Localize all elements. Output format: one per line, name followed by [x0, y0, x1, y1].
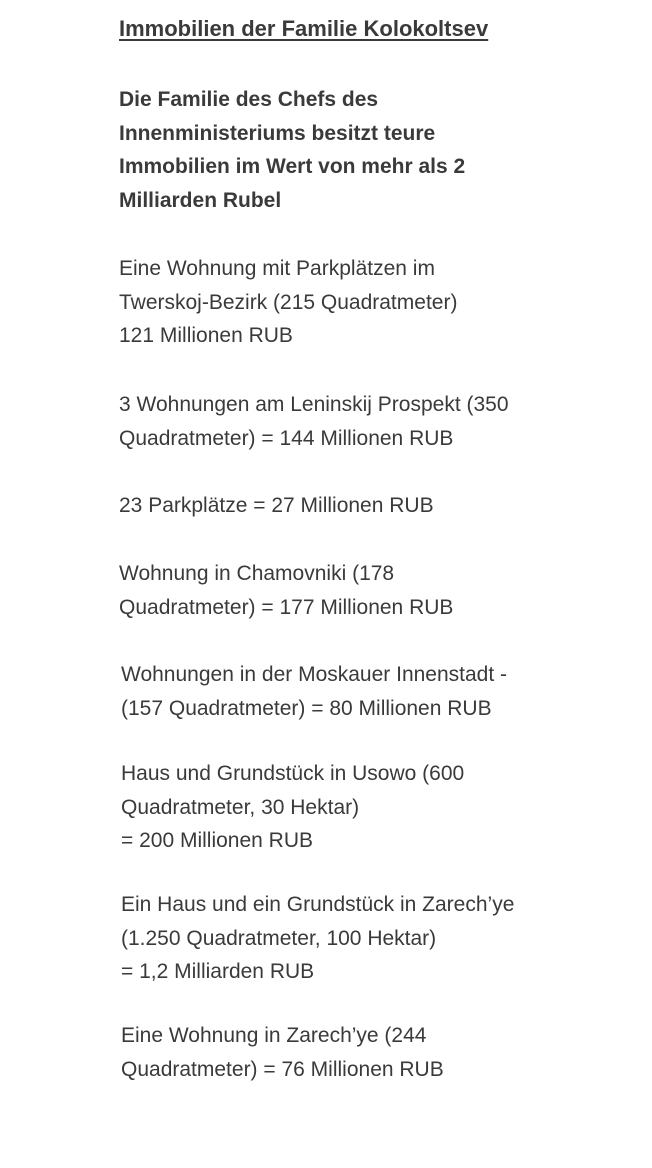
- property-entry: [121, 888, 514, 989]
- entry-line: Haus und Grundstück in Usowo (600: [121, 762, 465, 785]
- entry-line: Quadratmeter) = 177 Millionen RUB: [119, 595, 454, 619]
- headline-line: Immobilien im Wert von mehr als 2: [119, 155, 466, 178]
- property-entry: [119, 489, 434, 523]
- headline-line: Milliarden Rubel: [119, 188, 282, 212]
- headline: [119, 83, 589, 217]
- entry-line: Wohnungen in der Moskauer Innenstadt -: [121, 663, 508, 686]
- entry-line: Quadratmeter) = 144 Millionen RUB: [119, 426, 454, 450]
- property-entry: [119, 388, 509, 455]
- entry-line: Quadratmeter) = 76 Millionen RUB: [121, 1057, 444, 1081]
- entry-line: = 1,2 Milliarden RUB: [121, 960, 315, 983]
- property-entry: [119, 252, 457, 353]
- entry-line: Eine Wohnung mit Parkplätzen im: [119, 257, 435, 280]
- entry-line: Ein Haus und ein Grundstück in Zarech’ye: [121, 893, 515, 916]
- entry-line: Twerskoj-Bezirk (215 Quadratmeter): [119, 290, 458, 314]
- entry-line: Eine Wohnung in Zarech’ye (244: [121, 1024, 427, 1047]
- property-entry: [121, 658, 507, 725]
- entry-line: = 200 Millionen RUB: [121, 829, 314, 852]
- entry-line: Wohnung in Chamovniki (178: [119, 562, 395, 585]
- property-entry: [119, 557, 453, 624]
- entry-line: 3 Wohnungen am Leninskij Prospekt (350: [119, 393, 509, 416]
- entry-line: (157 Quadratmeter) = 80 Millionen RUB: [121, 696, 492, 720]
- entry-line: 23 Parkplätze = 27 Millionen RUB: [119, 494, 434, 517]
- entry-line: 121 Millionen RUB: [119, 324, 293, 347]
- headline-line: Die Familie des Chefs des: [119, 88, 379, 111]
- entry-line: (1.250 Quadratmeter, 100 Hektar): [121, 926, 437, 950]
- headline-line: Innenministeriums besitzt teure: [119, 121, 436, 145]
- entry-line: Quadratmeter, 30 Hektar): [121, 795, 360, 819]
- document-title: Immobilien der Familie Kolokoltsev: [119, 16, 489, 41]
- property-entry: [121, 1019, 444, 1086]
- property-entry: [121, 757, 464, 858]
